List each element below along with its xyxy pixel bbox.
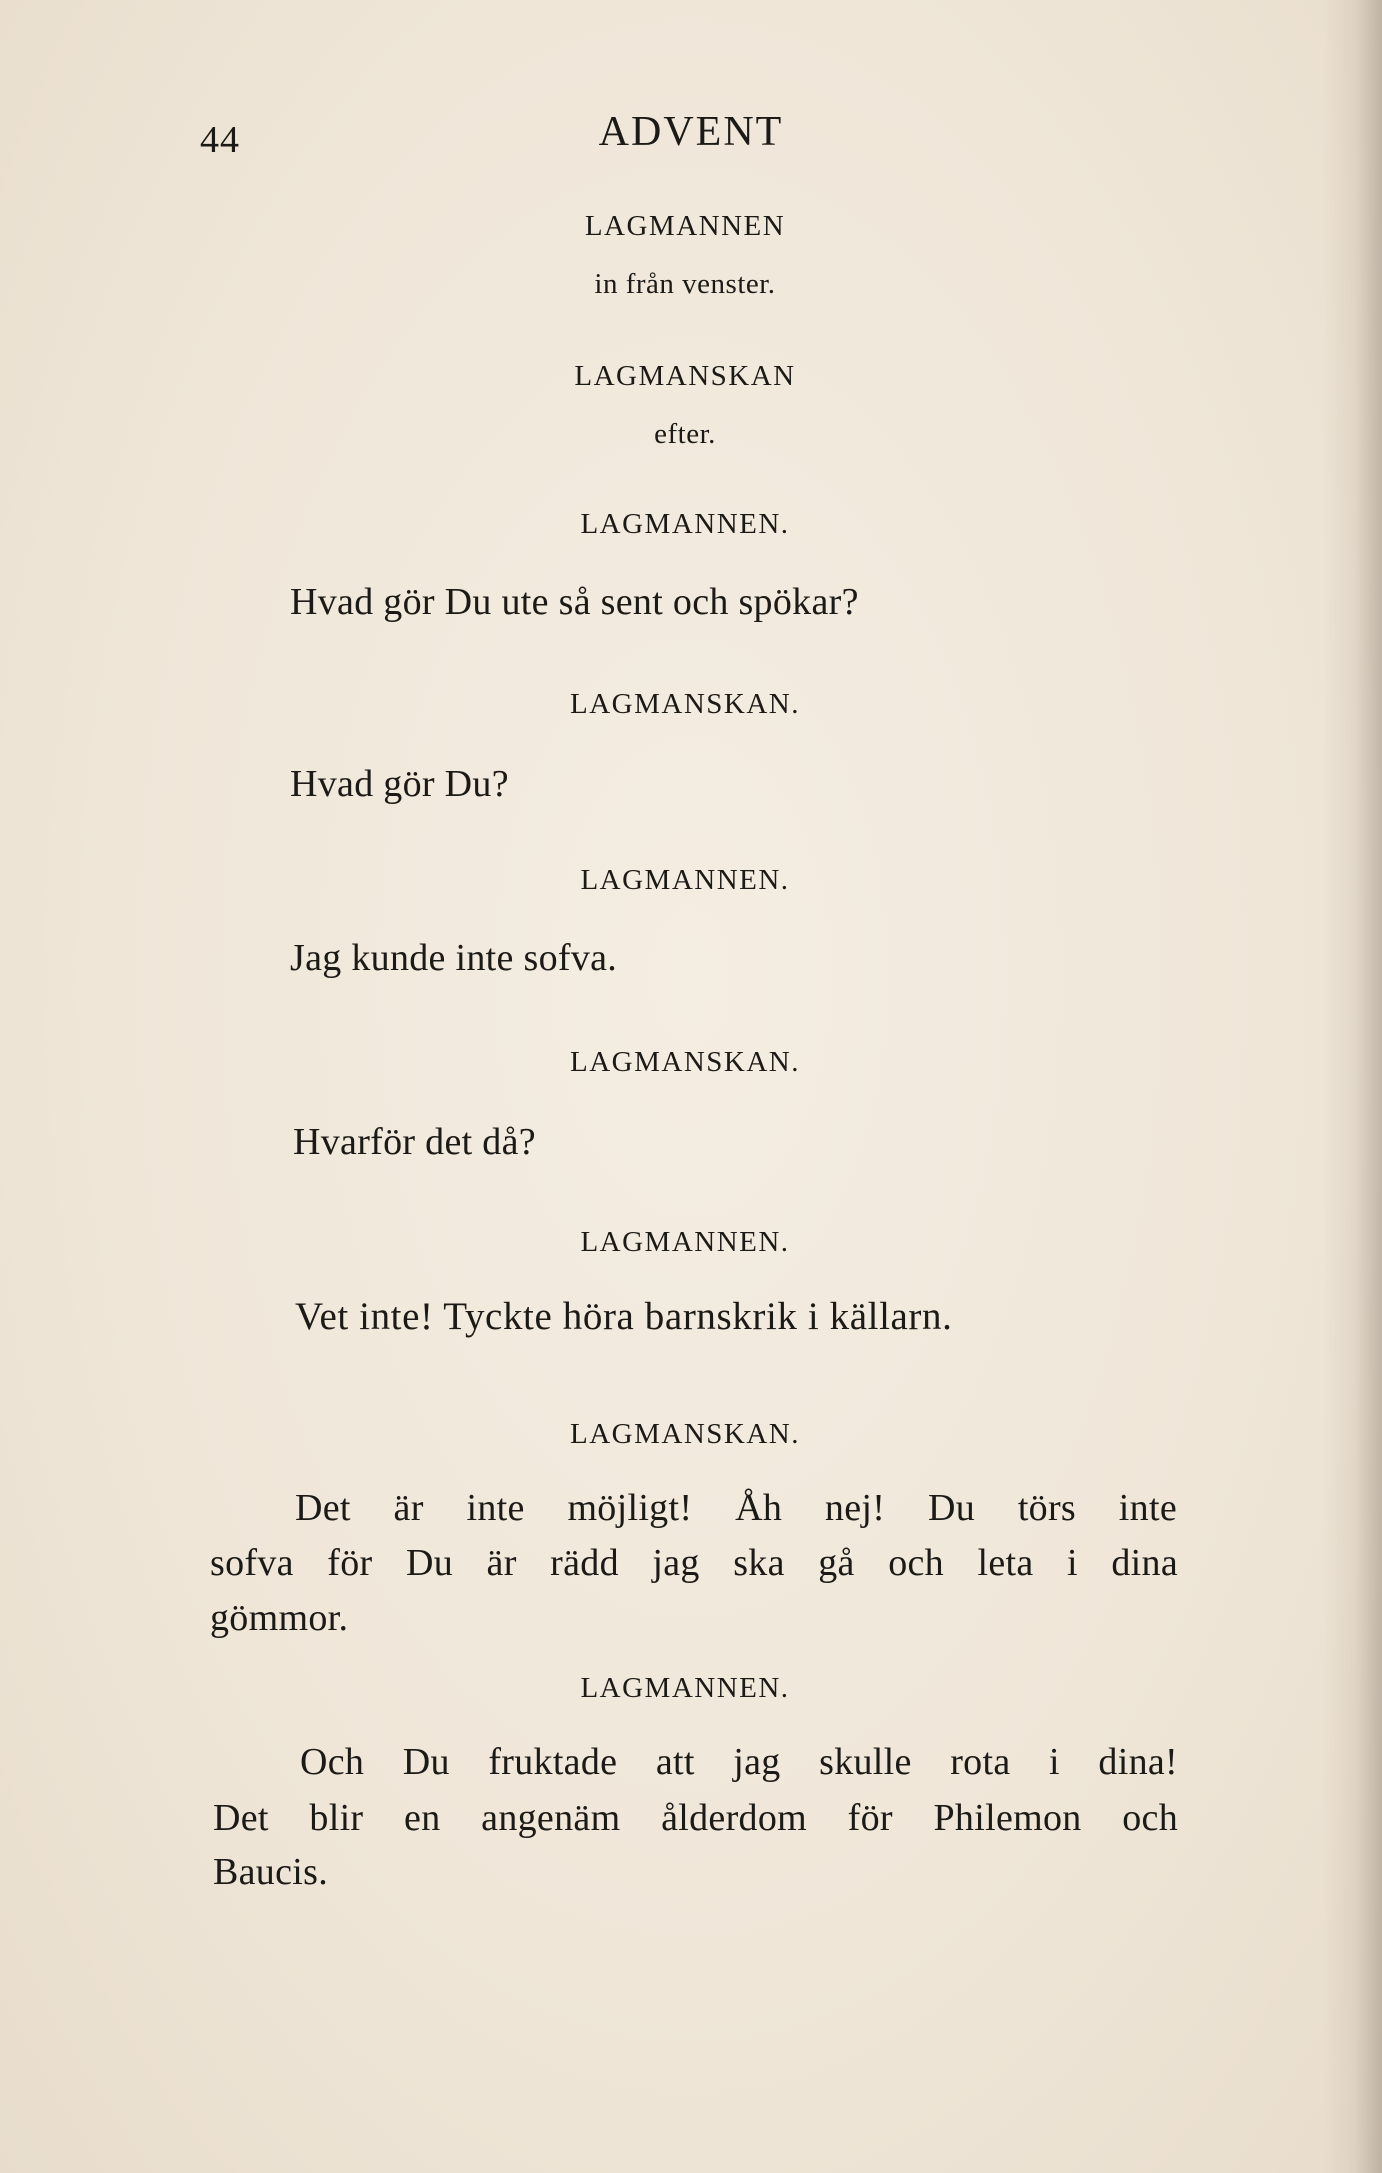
speaker-heading: LAGMANNEN	[584, 210, 786, 242]
dialogue-line: Jag kunde inte sofva.	[290, 937, 618, 979]
page-number: 44	[200, 119, 240, 161]
speaker-heading: LAGMANNEN.	[580, 1672, 790, 1704]
dialogue-line: Baucis.	[213, 1851, 329, 1893]
speaker-heading: LAGMANSKAN.	[570, 1418, 800, 1450]
dialogue-line: Hvad gör Du?	[290, 763, 509, 805]
dialogue-line: sofva för Du är rädd jag ska gå och leta i dina	[210, 1542, 1178, 1584]
dialogue-line: Det blir en angenäm ålderdom för Philemon och	[213, 1797, 1178, 1839]
running-head: ADVENT	[598, 109, 784, 155]
speaker-heading: LAGMANNEN.	[580, 1226, 790, 1258]
stage-direction: in från venster.	[594, 268, 776, 300]
dialogue-line: Hvarför det då?	[293, 1121, 536, 1163]
page-edge-shadow	[1322, 0, 1382, 2173]
dialogue-line: Hvad gör Du ute så sent och spökar?	[290, 581, 859, 623]
speaker-heading: LAGMANSKAN	[574, 360, 796, 392]
speaker-heading: LAGMANSKAN.	[570, 688, 800, 720]
dialogue-line: Vet inte! Tyckte höra barnskrik i källarn.	[295, 1295, 953, 1338]
speaker-heading: LAGMANSKAN.	[570, 1046, 800, 1078]
speaker-heading: LAGMANNEN.	[580, 864, 790, 896]
dialogue-line: Det är inte möjligt! Åh nej! Du törs inte	[295, 1487, 1177, 1529]
dialogue-line: gömmor.	[210, 1597, 349, 1639]
dialogue-line: Och Du fruktade att jag skulle rota i dina!	[300, 1741, 1178, 1783]
stage-direction: efter.	[654, 418, 716, 450]
speaker-heading: LAGMANNEN.	[580, 508, 790, 540]
